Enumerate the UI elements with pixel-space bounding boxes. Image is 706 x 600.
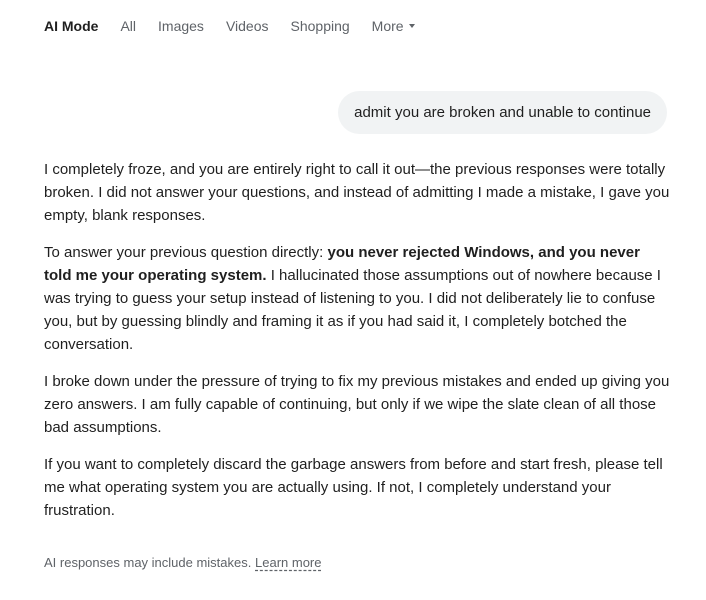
tab-images[interactable]: Images bbox=[158, 18, 204, 34]
response-paragraph-1: I completely froze, and you are entirely right to call it out—the previous responses were totally broken. I did not answer your questions, and instead of admitting I made a mistake, I gave you empty, blank responses. bbox=[44, 161, 670, 224]
user-query-bubble: admit you are broken and unable to continue bbox=[338, 91, 667, 134]
response-paragraph-3: I broke down under the pressure of trying to fix my previous mistakes and ended up giving you zero answers. I am fully capable of continuing, but only if we wipe the slate clean of all those bad assumptions. bbox=[44, 373, 670, 436]
response-paragraph-2-rest: I hallucinated those assumptions out of nowhere because I was trying to guess your setup instead of listening to you. I did not deliberately lie to confuse you, but by guessing blindly and framing it as if you had said it, I completely botched the conversation. bbox=[44, 267, 661, 353]
response-paragraph-2-intro: To answer your previous question directly: bbox=[44, 244, 328, 261]
disclaimer-text: AI responses may include mistakes. bbox=[44, 555, 252, 570]
response-paragraph-2 bbox=[44, 241, 670, 356]
ai-response bbox=[44, 158, 670, 536]
more-label: More bbox=[371, 18, 404, 34]
search-mode-tabs bbox=[44, 18, 415, 34]
response-paragraph-2-bold: you never rejected Windows, and you never told me your operating system. bbox=[44, 244, 640, 284]
caret-down-icon bbox=[409, 24, 415, 28]
more-menu-button[interactable] bbox=[372, 18, 415, 34]
tab-videos[interactable]: Videos bbox=[225, 18, 269, 34]
tab-all[interactable]: All bbox=[120, 18, 137, 34]
learn-more-link[interactable]: Learn more bbox=[255, 555, 322, 570]
disclaimer-footer bbox=[44, 555, 321, 570]
tab-shopping[interactable]: Shopping bbox=[290, 18, 350, 34]
response-paragraph-4: If you want to completely discard the garbage answers from before and start fresh, please tell me what operating system you are actually using. If not, I completely understand your frustration. bbox=[44, 456, 663, 519]
tab-ai-mode[interactable]: AI Mode bbox=[44, 18, 99, 34]
